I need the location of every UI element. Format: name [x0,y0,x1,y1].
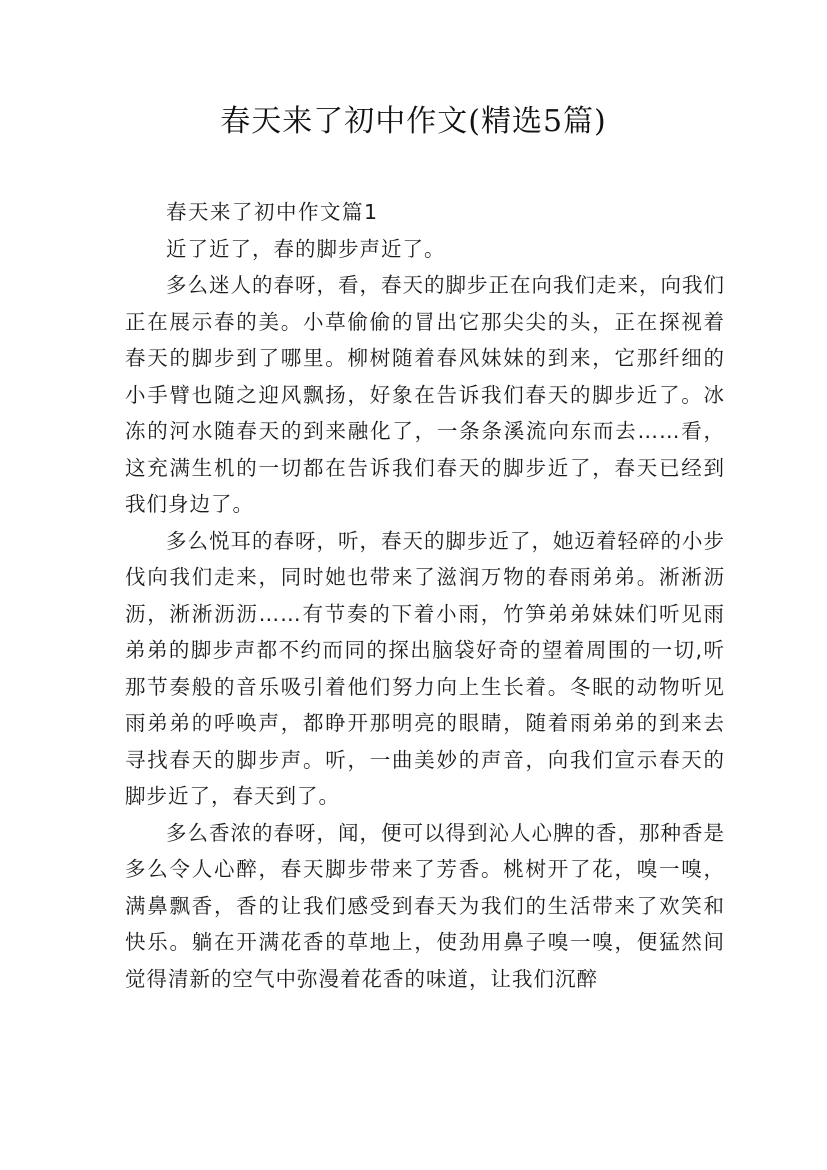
section-heading: 春天来了初中作文篇1 [166,200,379,224]
paragraph: 近了近了，春的脚步声近了。 [166,236,446,261]
document-body [125,194,725,997]
document-title: 春天来了初中作文(精选5篇) [220,104,607,139]
paragraph: 多么香浓的春呀，闻，便可以得到沁人心脾的香，那种香是多么令人心醉，春天脚步带来了芳香。桃树开了花，嗅一嗅，满鼻飘香，香的让我们感受到春天为我们的生活带来了欢笑和快乐。躺在开满花香的草地上，使劲用鼻子嗅一嗅，便猛然间觉得清新的空气中弥漫着花香的味道，让我们沉醉 [125,820,725,991]
paragraph: 多么迷人的春呀，看，春天的脚步正在向我们走来，向我们正在展示春的美。小草偷偷的冒出它那尖尖的头，正在探视着春天的脚步到了哪里。柳树随着春风妹妹的到来，它那纤细的小手臂也随之迎风飘扬，好象在告诉我们春天的脚步近了。冰冻的河水随春天的到来融化了，一条条溪流向东而去……看，这充满生机的一切都在告诉我们春天的脚步近了，春天已经到我们身边了。 [125,273,725,516]
paragraph: 多么悦耳的春呀，听，春天的脚步近了，她迈着轻碎的小步伐向我们走来，同时她也带来了滋润万物的春雨弟弟。淅淅沥沥，淅淅沥沥……有节奏的下着小雨，竹笋弟弟妹妹们听见雨弟弟的脚步声都不约而同的探出脑袋好奇的望着周围的一切,听那节奏般的音乐吸引着他们努力向上生长着。冬眠的动物听见雨弟弟的呼唤声，都睁开那明亮的眼睛，随着雨弟弟的到来去寻找春天的脚步声。听，一曲美妙的声音，向我们宣示春天的脚步近了，春天到了。 [125,528,725,808]
